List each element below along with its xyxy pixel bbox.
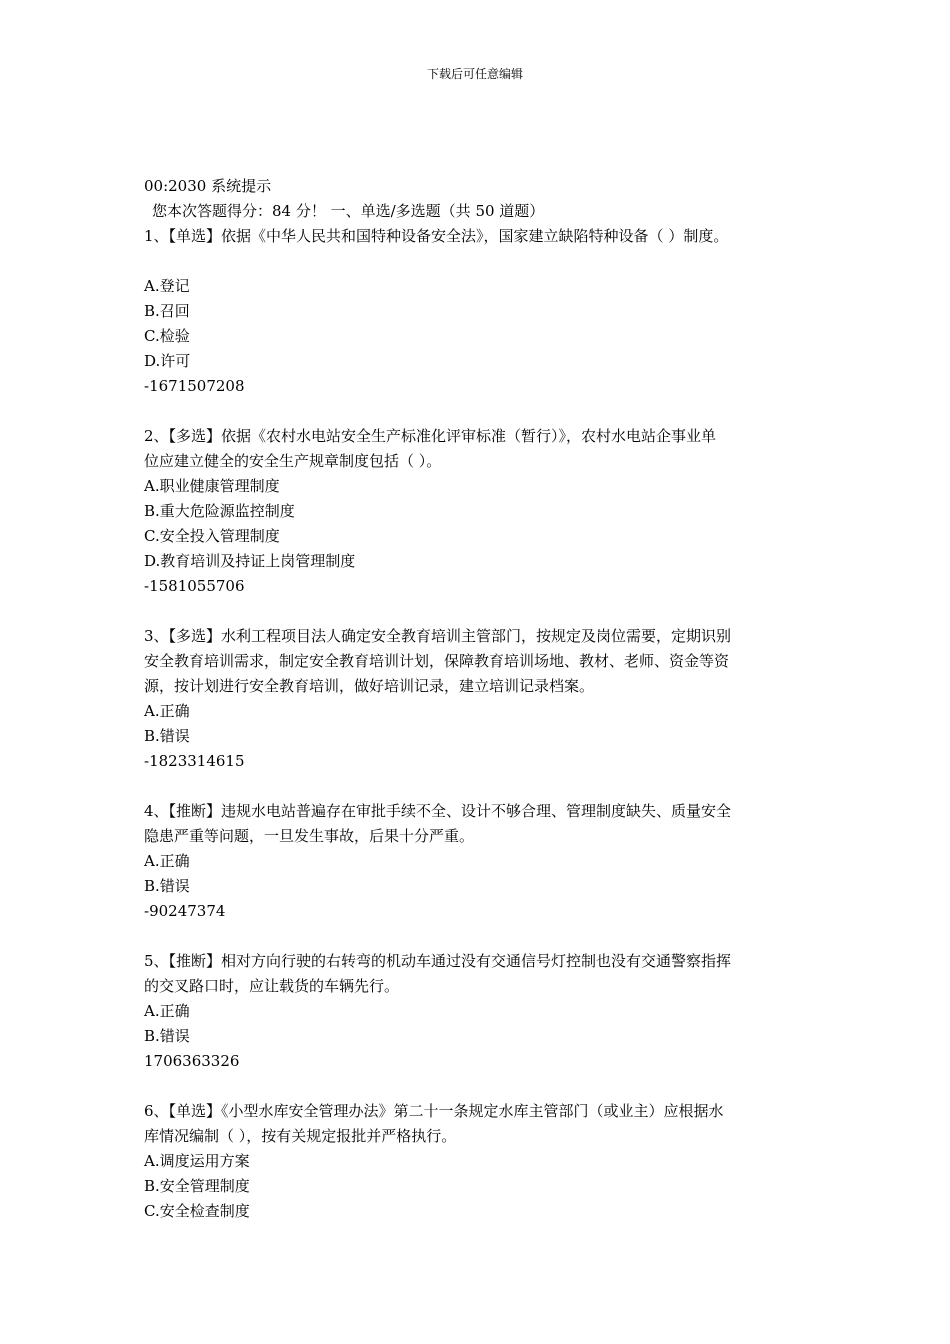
question-stem: 1、【单选】依据《中华人民共和国特种设备安全法》，国家建立缺陷特种设备（ ）制度。: [144, 227, 729, 245]
answer-option: A.正确: [144, 852, 190, 870]
spacer: [144, 774, 824, 799]
question-stem: 位应建立健全的安全生产规章制度包括（ ）。: [144, 452, 442, 470]
answer-option: C.安全投入管理制度: [144, 527, 280, 545]
question-stem: 源，按计划进行安全教育培训，做好培训记录，建立培训记录档案。: [144, 677, 595, 695]
timer-line: 00:2030 系统提示: [144, 177, 272, 195]
question-item: [144, 424, 824, 624]
question-item: [144, 949, 824, 1099]
question-stem: 的交叉路口时，应让载货的车辆先行。: [144, 977, 400, 995]
question-stem: 5、【推断】相对方向行驶的右转弯的机动车通过没有交通信号灯控制也没有交通警察指挥: [144, 952, 732, 970]
question-stem: 隐患严重等问题，一旦发生事故，后果十分严重。: [144, 827, 475, 845]
spacer: [144, 399, 824, 424]
question-code: -1581055706: [144, 577, 245, 595]
spacer: [144, 599, 824, 624]
answer-option: B.召回: [144, 302, 190, 320]
question-stem: 3、【多选】水利工程项目法人确定安全教育培训主管部门，按规定及岗位需要，定期识别: [144, 627, 732, 645]
question-code: -1823314615: [144, 752, 245, 770]
answer-option: B.安全管理制度: [144, 1177, 250, 1195]
question-item: [144, 224, 824, 424]
question-stem: 2、【多选】依据《农村水电站安全生产标准化评审标准（暂行）》，农村水电站企事业单: [144, 427, 717, 445]
answer-option: B.错误: [144, 727, 190, 745]
question-item: [144, 624, 824, 799]
question-item: [144, 1099, 824, 1224]
question-code: 1706363326: [144, 1052, 240, 1070]
question-list: [144, 224, 824, 1224]
question-stem: 4、【推断】违规水电站普遍存在审批手续不全、设计不够合理、管理制度缺失、质量安全: [144, 802, 732, 820]
answer-option: A.调度运用方案: [144, 1152, 250, 1170]
question-code: -90247374: [144, 902, 226, 920]
question-stem: 库情况编制（ ），按有关规定报批并严格执行。: [144, 1127, 457, 1145]
answer-option: D.许可: [144, 352, 191, 370]
score-line: 您本次答题得分：84 分！ 一、单选/多选题（共 50 道题）: [152, 202, 545, 220]
answer-option: A.正确: [144, 1002, 190, 1020]
answer-option: B.错误: [144, 877, 190, 895]
answer-option: A.职业健康管理制度: [144, 477, 280, 495]
spacer: [144, 924, 824, 949]
question-code: -1671507208: [144, 377, 245, 395]
page-header: 下载后可任意编辑: [426, 67, 523, 81]
question-stem: 6、【单选】《小型水库安全管理办法》第二十一条规定水库主管部门（或业主）应根据水: [144, 1102, 724, 1120]
answer-option: A.正确: [144, 702, 190, 720]
answer-option: C.安全检查制度: [144, 1202, 250, 1220]
question-stem: 安全教育培训需求，制定安全教育培训计划，保障教育培训场地、教材、老师、资金等资: [144, 652, 730, 670]
spacer: [144, 249, 824, 274]
question-item: [144, 799, 824, 949]
answer-option: D.教育培训及持证上岗管理制度: [144, 552, 356, 570]
answer-option: C.检验: [144, 327, 190, 345]
answer-option: B.错误: [144, 1027, 190, 1045]
answer-option: B.重大危险源监控制度: [144, 502, 295, 520]
document-body: [144, 174, 824, 1224]
answer-option: A.登记: [144, 277, 190, 295]
spacer: [144, 1074, 824, 1099]
